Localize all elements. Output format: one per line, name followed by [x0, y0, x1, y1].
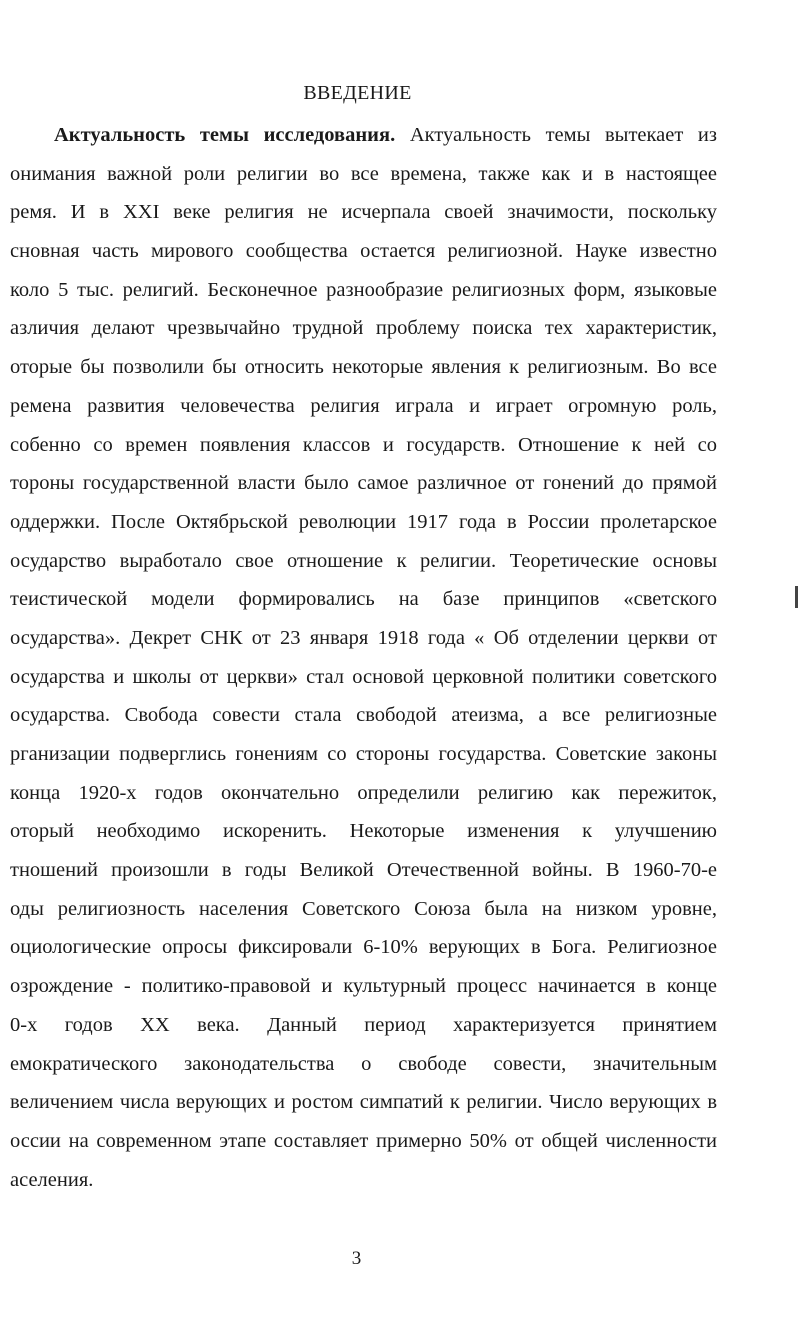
page-number: 3 — [351, 1248, 362, 1269]
text-line: собенно со времен появления классов и государств. Отношение к ней со — [10, 433, 717, 456]
page-title: ВВЕДЕНИЕ — [303, 82, 412, 104]
text-line: осударство выработало свое отношение к религии. Теоретические основы — [10, 549, 717, 572]
text-line: ремя. И в XXI веке религия не исчерпала своей значимости, поскольку — [10, 201, 717, 224]
text-line: осударства». Декрет СНК от 23 января 1918 года « Об отделении церкви от — [10, 626, 717, 649]
paragraph-first-line — [10, 116, 717, 155]
text-line: озрождение - политико-правовой и культурный процесс начинается в конце — [10, 975, 717, 998]
text-line: теистической модели формировались на базе принципов «светского — [10, 588, 717, 611]
text-line: азличия делают чрезвычайно трудной проблему поиска тех характеристик, — [10, 317, 717, 340]
body-text — [10, 116, 717, 1199]
text-line: оторые бы позволили бы относить некоторые явления к религиозным. Во все — [10, 356, 717, 379]
text-line: тороны государственной власти было самое различное от гонений до прямой — [10, 472, 717, 495]
first-line-rest: Актуальность темы вытекает из — [395, 124, 717, 146]
text-line: осударства и школы от церкви» стал основой церковной политики советского — [10, 665, 717, 688]
text-line: тношений произошли в годы Великой Отечественной войны. В 1960-70-е — [10, 859, 717, 882]
text-line: ремена развития человечества религия играла и играет огромную роль, — [10, 394, 717, 417]
text-line: емократического законодательства о свободе совести, значительным — [10, 1052, 717, 1075]
text-line: сновная часть мирового сообщества остается религиозной. Науке известно — [10, 240, 717, 263]
text-line: рганизации подверглись гонениям со стороны государства. Советские законы — [10, 743, 717, 765]
lead-label: Актуальность темы исследования. — [54, 124, 396, 146]
text-line: оды религиозность населения Советского Союза была на низком уровне, — [10, 897, 717, 920]
text-line: величением числа верующих и ростом симпатий к религии. Число верующих в — [10, 1091, 717, 1114]
text-line: онимания важной роли религии во все времена, также как и в настоящее — [10, 162, 717, 185]
text-line: коло 5 тыс. религий. Бесконечное разнообразие религиозных форм, языковые — [10, 278, 717, 301]
text-line: осударства. Свобода совести стала свободой атеизма, а все религиозные — [10, 704, 717, 727]
text-line: 0-х годов XX века. Данный период характеризуется принятием — [10, 1013, 717, 1036]
text-line: конца 1920-х годов окончательно определили религию как пережиток, — [10, 781, 717, 804]
text-line: оддержки. После Октябрьской революции 1917 года в России пролетарское — [10, 510, 717, 533]
text-line: оциологические опросы фиксировали 6-10% верующих в Бога. Религиозное — [10, 936, 717, 959]
text-line: оссии на современном этапе составляет примерно 50% от общей численности — [10, 1129, 717, 1152]
paragraph-last-line: аселения. — [10, 1168, 94, 1191]
text-line: оторый необходимо искоренить. Некоторые изменения к улучшению — [10, 820, 717, 843]
